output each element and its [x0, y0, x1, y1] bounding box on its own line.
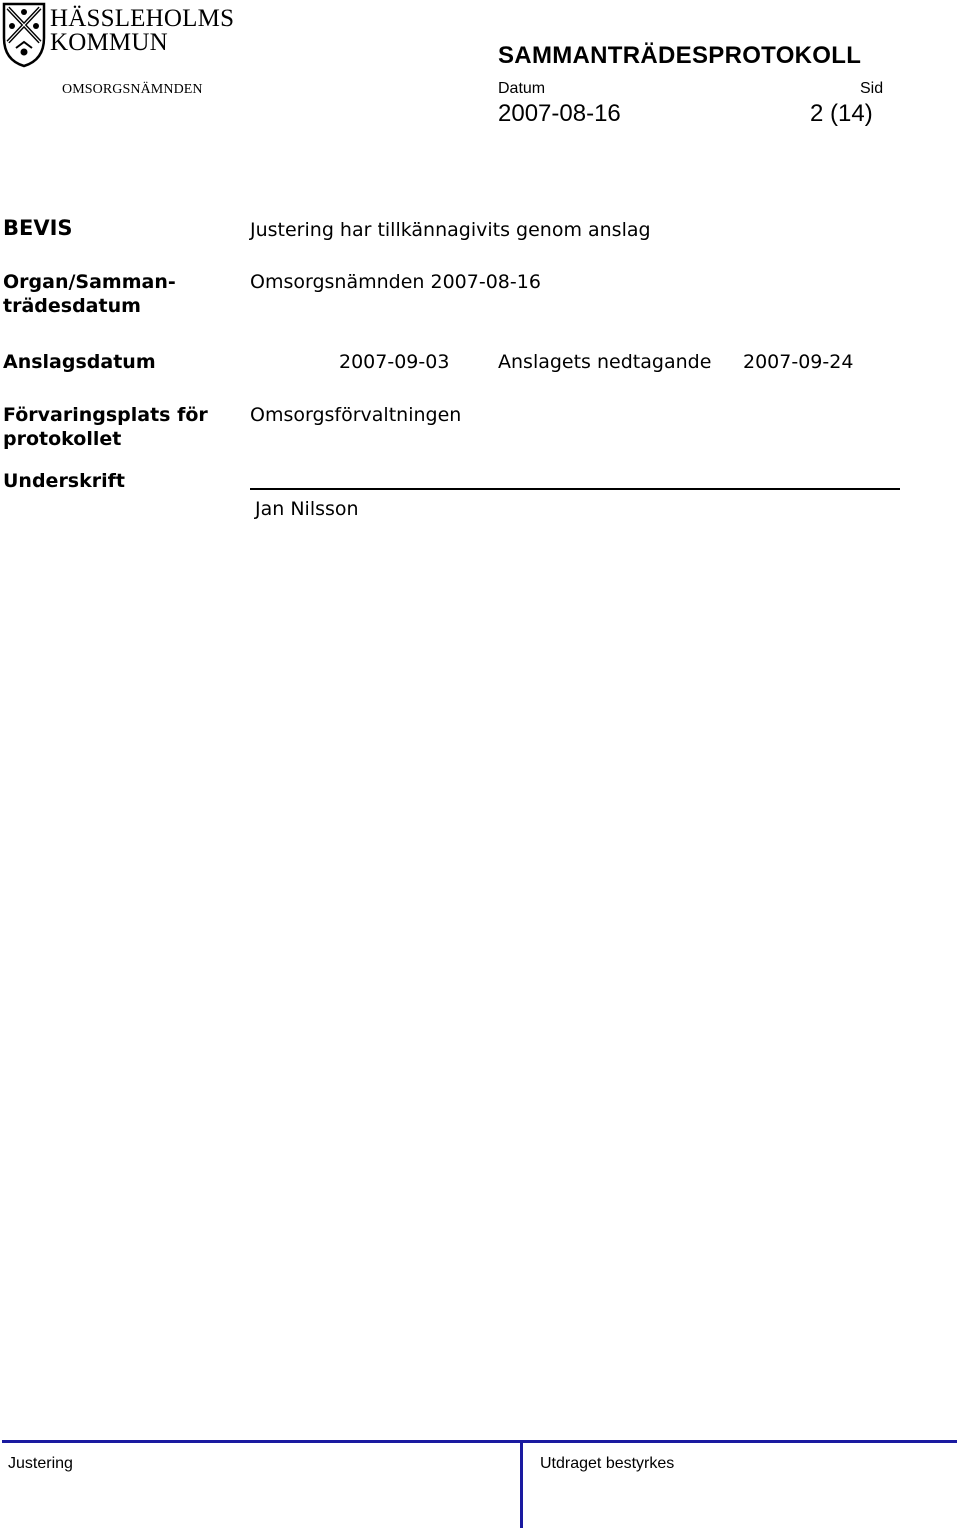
- organ-label-line2: trädesdatum: [3, 295, 141, 317]
- forvaring-value: Omsorgsförvaltningen: [250, 404, 462, 426]
- document-title: SAMMANTRÄDESPROTOKOLL: [498, 42, 862, 69]
- bevis-title: BEVIS: [3, 216, 73, 240]
- municipality-logo: [2, 2, 235, 72]
- nedtagande-label: Anslagets nedtagande: [498, 351, 712, 373]
- footer-justering: Justering: [8, 1455, 73, 1472]
- nedtagande-value: 2007-09-24: [743, 351, 854, 373]
- page-label: Sid: [860, 80, 884, 97]
- coat-of-arms-icon: [2, 2, 46, 68]
- organ-label-line1: Organ/Samman-: [3, 271, 176, 293]
- signature-line: [250, 488, 900, 490]
- forvaring-label: [3, 403, 208, 451]
- bevis-statement: Justering har tillkännagivits genom anslag: [250, 219, 651, 241]
- org-name-line1: HÄSSLEHOLMS: [50, 5, 235, 32]
- organ-label: [3, 270, 176, 318]
- underskrift-label: Underskrift: [3, 470, 125, 492]
- department-name: OMSORGSNÄMNDEN: [62, 82, 203, 97]
- date-value: 2007-08-16: [498, 100, 621, 127]
- org-name-line2: KOMMUN: [50, 29, 168, 56]
- forvaring-label-line2: protokollet: [3, 428, 122, 450]
- anslagsdatum-label: Anslagsdatum: [3, 351, 156, 373]
- organ-value: Omsorgsnämnden 2007-08-16: [250, 271, 541, 293]
- forvaring-label-line1: Förvaringsplats för: [3, 404, 208, 426]
- anslagsdatum-value: 2007-09-03: [339, 351, 450, 373]
- date-label: Datum: [498, 80, 546, 97]
- footer-rule: [2, 1440, 957, 1443]
- page-value: 2 (14): [810, 100, 873, 127]
- signer-name: Jan Nilsson: [255, 498, 359, 520]
- org-name: [50, 5, 235, 56]
- footer-divider: [520, 1440, 523, 1528]
- footer-utdraget: Utdraget bestyrkes: [540, 1455, 675, 1472]
